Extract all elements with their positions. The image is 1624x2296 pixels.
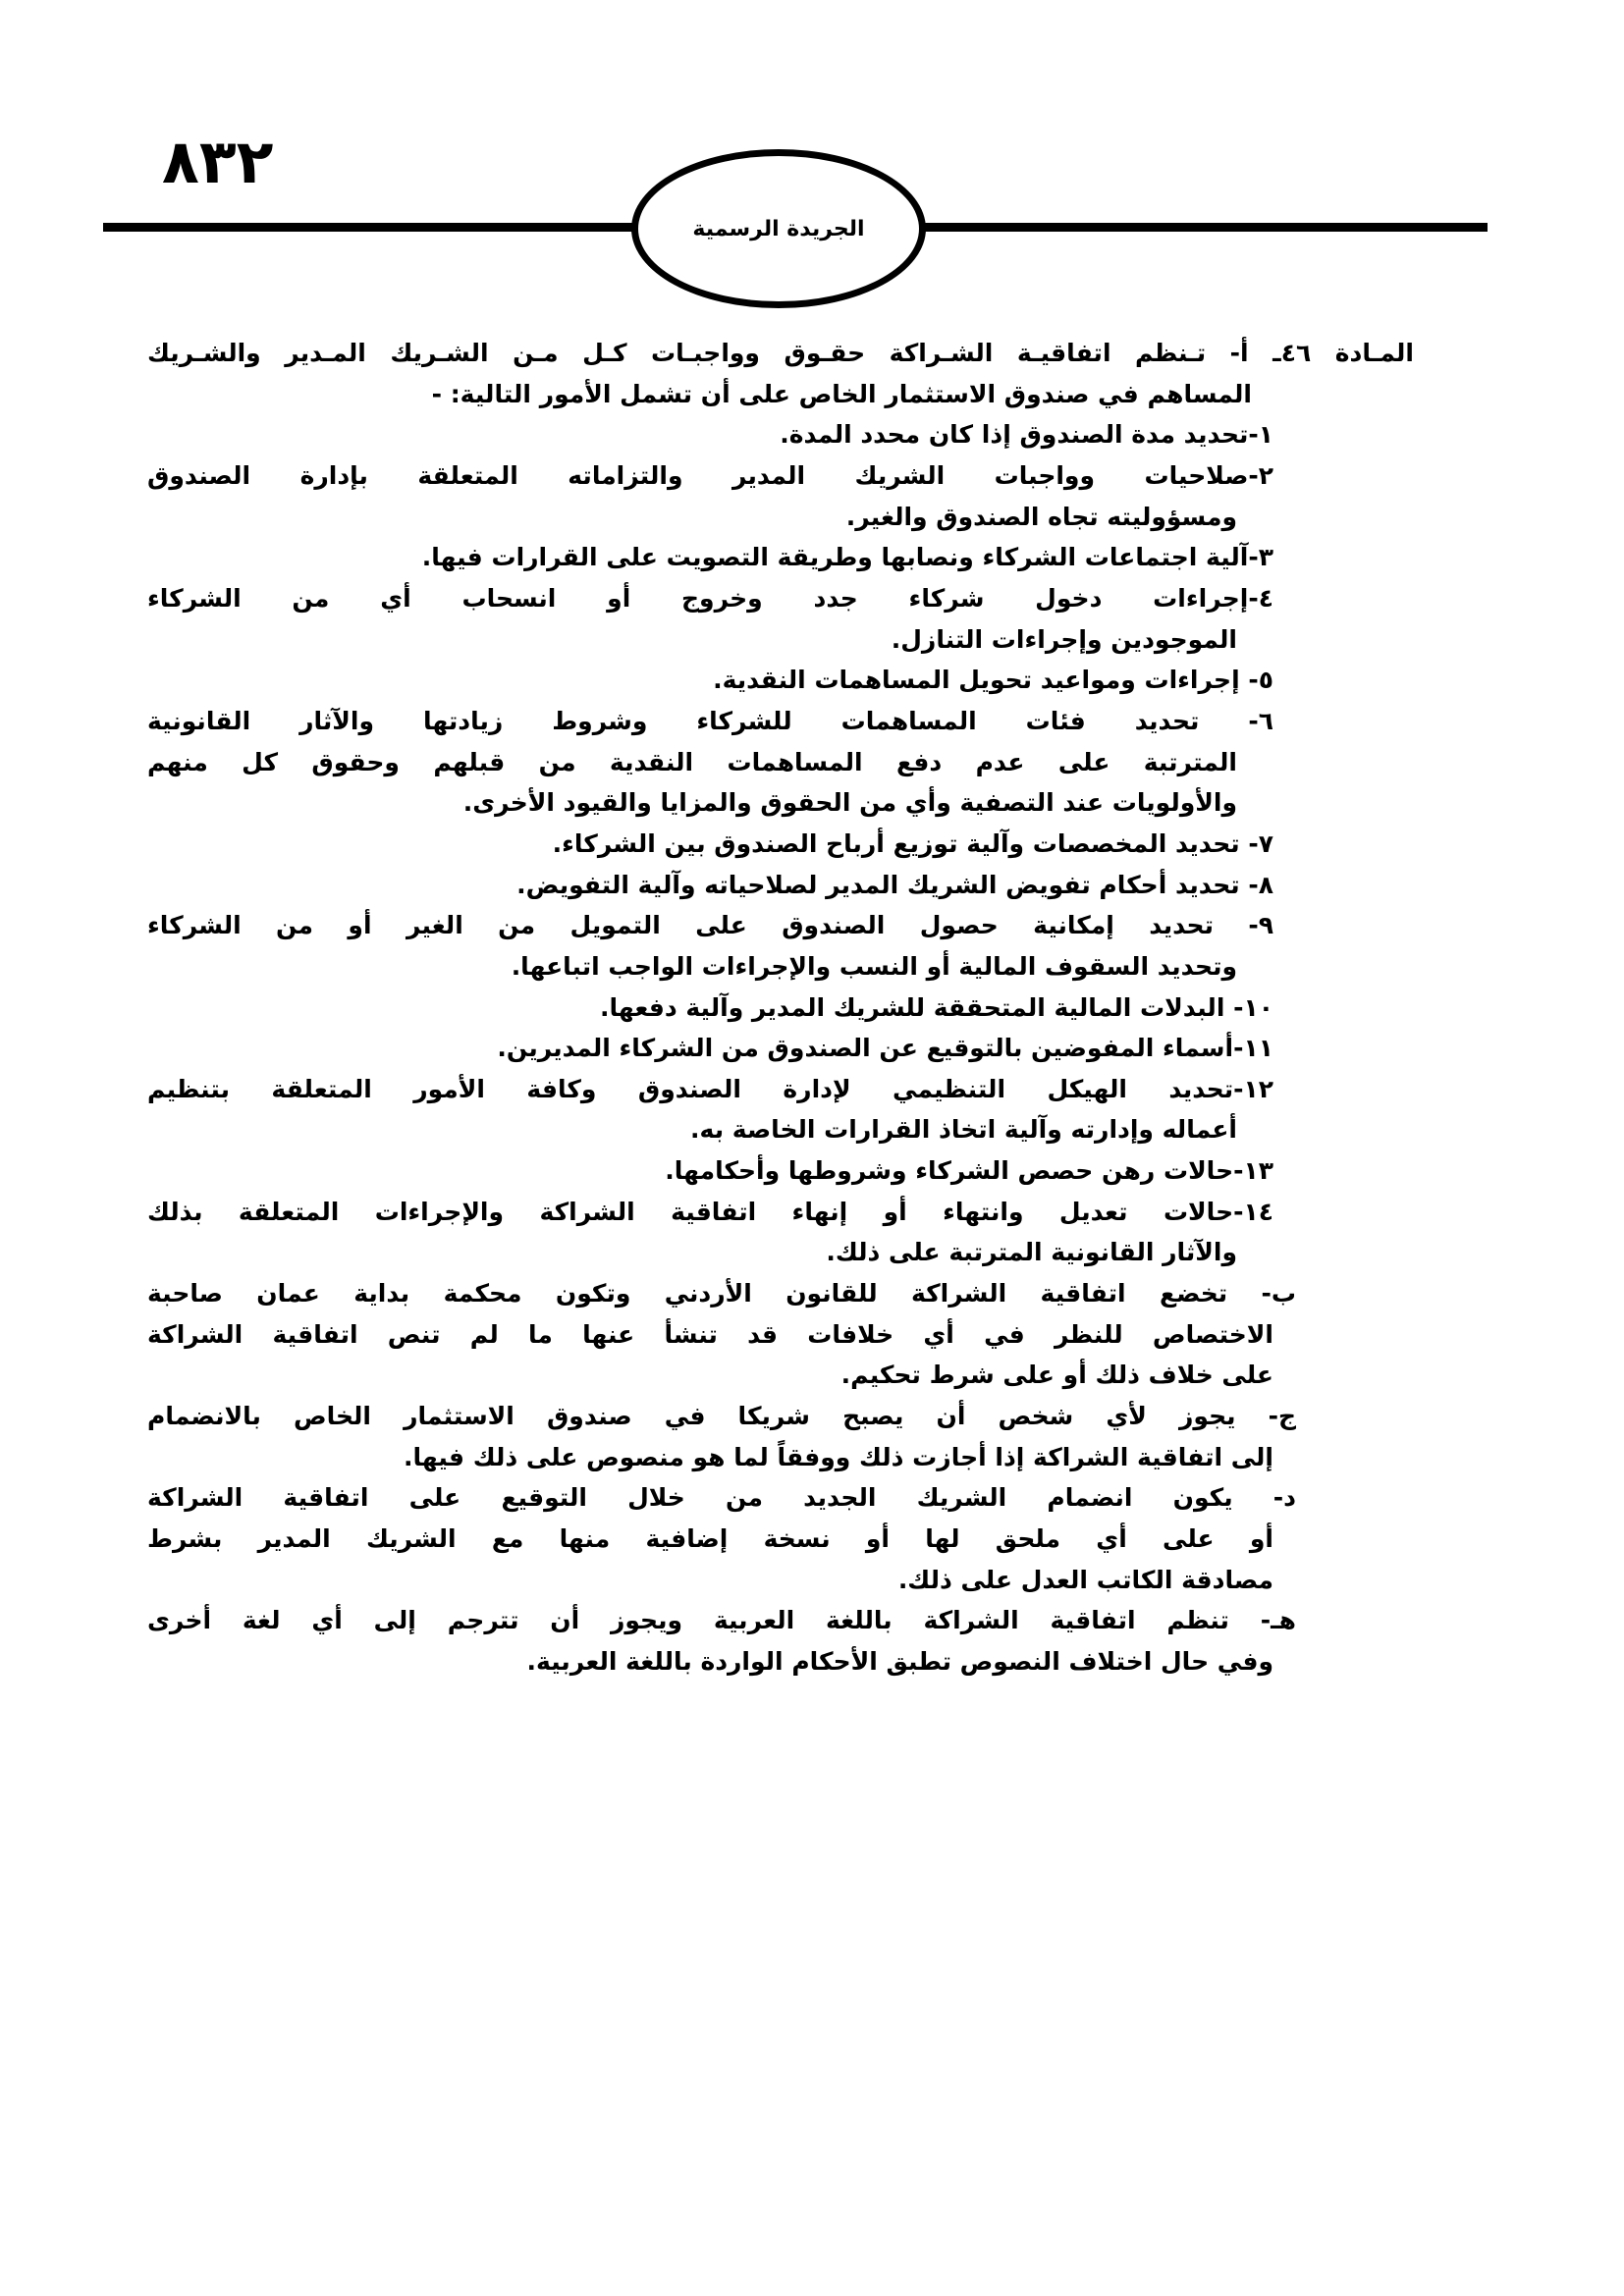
clause-b: ب- تخضع اتفاقية الشراكة للقانون الأردني وتكون محكمة بداية عمان صاحبة — [147, 1279, 1296, 1308]
text-line: الموجودين وإجراءات التنازل. — [891, 624, 1237, 654]
list-item: ٢-صلاحيات وواجبات الشريك المدير والتزاماته المتعلقة بإدارة الصندوق — [147, 460, 1273, 490]
text-line: إلى اتفاقية الشراكة إذا أجازت ذلك ووفقاً لما هو منصوص على ذلك فيها. — [404, 1442, 1273, 1471]
list-item: ٣-آلية اجتماعات الشركاء ونصابها وطريقة التصويت على القرارات فيها. — [421, 543, 1273, 572]
list-item: ٦- تحديد فئات المساهمات للشركاء وشروط زيادتها والآثار القانونية — [147, 706, 1273, 735]
text-line: وتحديد السقوف المالية أو النسب والإجراءات الواجب اتباعها. — [511, 951, 1237, 981]
text-line: وفي حال اختلاف النصوص تطبق الأحكام الواردة باللغة العربية. — [526, 1647, 1273, 1676]
article-heading-line: المـادة ٤٦ـ أ- تـنظم اتفاقيـة الشـراكة حقـوق وواجبـات كـل مـن الشـريك المـدير والشـريك — [147, 339, 1414, 367]
list-item: ١٤-حالات تعديل وانتهاء أو إنهاء اتفاقية الشراكة والإجراءات المتعلقة بذلك — [147, 1197, 1273, 1226]
list-item: ٤-إجراءات دخول شركاء جدد وخروج أو انسحاب أي من الشركاء — [147, 583, 1273, 613]
text-line: ومسؤوليته تجاه الصندوق والغير. — [845, 502, 1237, 531]
text-line: والآثار القانونية المترتبة على ذلك. — [826, 1238, 1237, 1267]
masthead-title: الجريدة الرسمية — [692, 216, 865, 241]
list-item: ٩- تحديد إمكانية حصول الصندوق على التمويل من الغير أو من الشركاء — [147, 911, 1273, 940]
clause-e: هـ- تنظم اتفاقية الشراكة باللغة العربية ويجوز أن تترجم إلى أي لغة أخرى — [147, 1606, 1296, 1635]
list-item: ١٢-تحديد الهيكل التنظيمي لإدارة الصندوق وكافة الأمور المتعلقة بتنظيم — [147, 1074, 1273, 1103]
text-line: مصادقة الكاتب العدل على ذلك. — [897, 1565, 1273, 1594]
text-line: أو على أي ملحق لها أو نسخة إضافية منها مع الشريك المدير بشرط — [147, 1524, 1273, 1554]
text-line: الاختصاص للنظر في أي خلافات قد تنشأ عنها ما لم تنص اتفاقية الشراكة — [147, 1319, 1273, 1349]
text-line: أعماله وإدارته وآلية اتخاذ القرارات الخاصة به. — [690, 1115, 1237, 1145]
text-line: على خلاف ذلك أو على شرط تحكيم. — [840, 1361, 1273, 1390]
list-item: ٥- إجراءات ومواعيد تحويل المساهمات النقدية. — [713, 666, 1273, 695]
list-item: ٧- تحديد المخصصات وآلية توزيع أرباح الصندوق بين الشركاء. — [552, 828, 1273, 858]
list-item: ١١-أسماء المفوضين بالتوقيع عن الصندوق من الشركاء المديرين. — [497, 1034, 1273, 1063]
clause-d: د- يكون انضمام الشريك الجديد من خلال التوقيع على اتفاقية الشراكة — [147, 1483, 1296, 1513]
list-item: ١٣-حالات رهن حصص الشركاء وشروطها وأحكامها. — [665, 1156, 1273, 1186]
list-item: ١٠- البدلات المالية المتحققة للشريك المدير وآلية دفعها. — [599, 992, 1273, 1022]
masthead-oval — [631, 149, 926, 308]
text-line: المترتبة على عدم دفع المساهمات النقدية من قبلهم وحقوق كل منهم — [147, 747, 1237, 776]
article-46-body — [0, 333, 1624, 1682]
text-line: والأولويات عند التصفية وأي من الحقوق والمزايا والقيود الأخرى. — [462, 788, 1237, 818]
text-line: المساهم في صندوق الاستثمار الخاص على أن تشمل الأمور التالية: - — [431, 379, 1252, 408]
list-item: ٨- تحديد أحكام تفويض الشريك المدير لصلاحياته وآلية التفويض. — [516, 870, 1273, 899]
page-number: ٨٣٢ — [162, 126, 274, 197]
list-item: ١-تحديد مدة الصندوق إذا كان محدد المدة. — [780, 420, 1273, 450]
clause-c: ج- يجوز لأي شخص أن يصبح شريكا في صندوق الاستثمار الخاص بالانضمام — [147, 1402, 1296, 1431]
